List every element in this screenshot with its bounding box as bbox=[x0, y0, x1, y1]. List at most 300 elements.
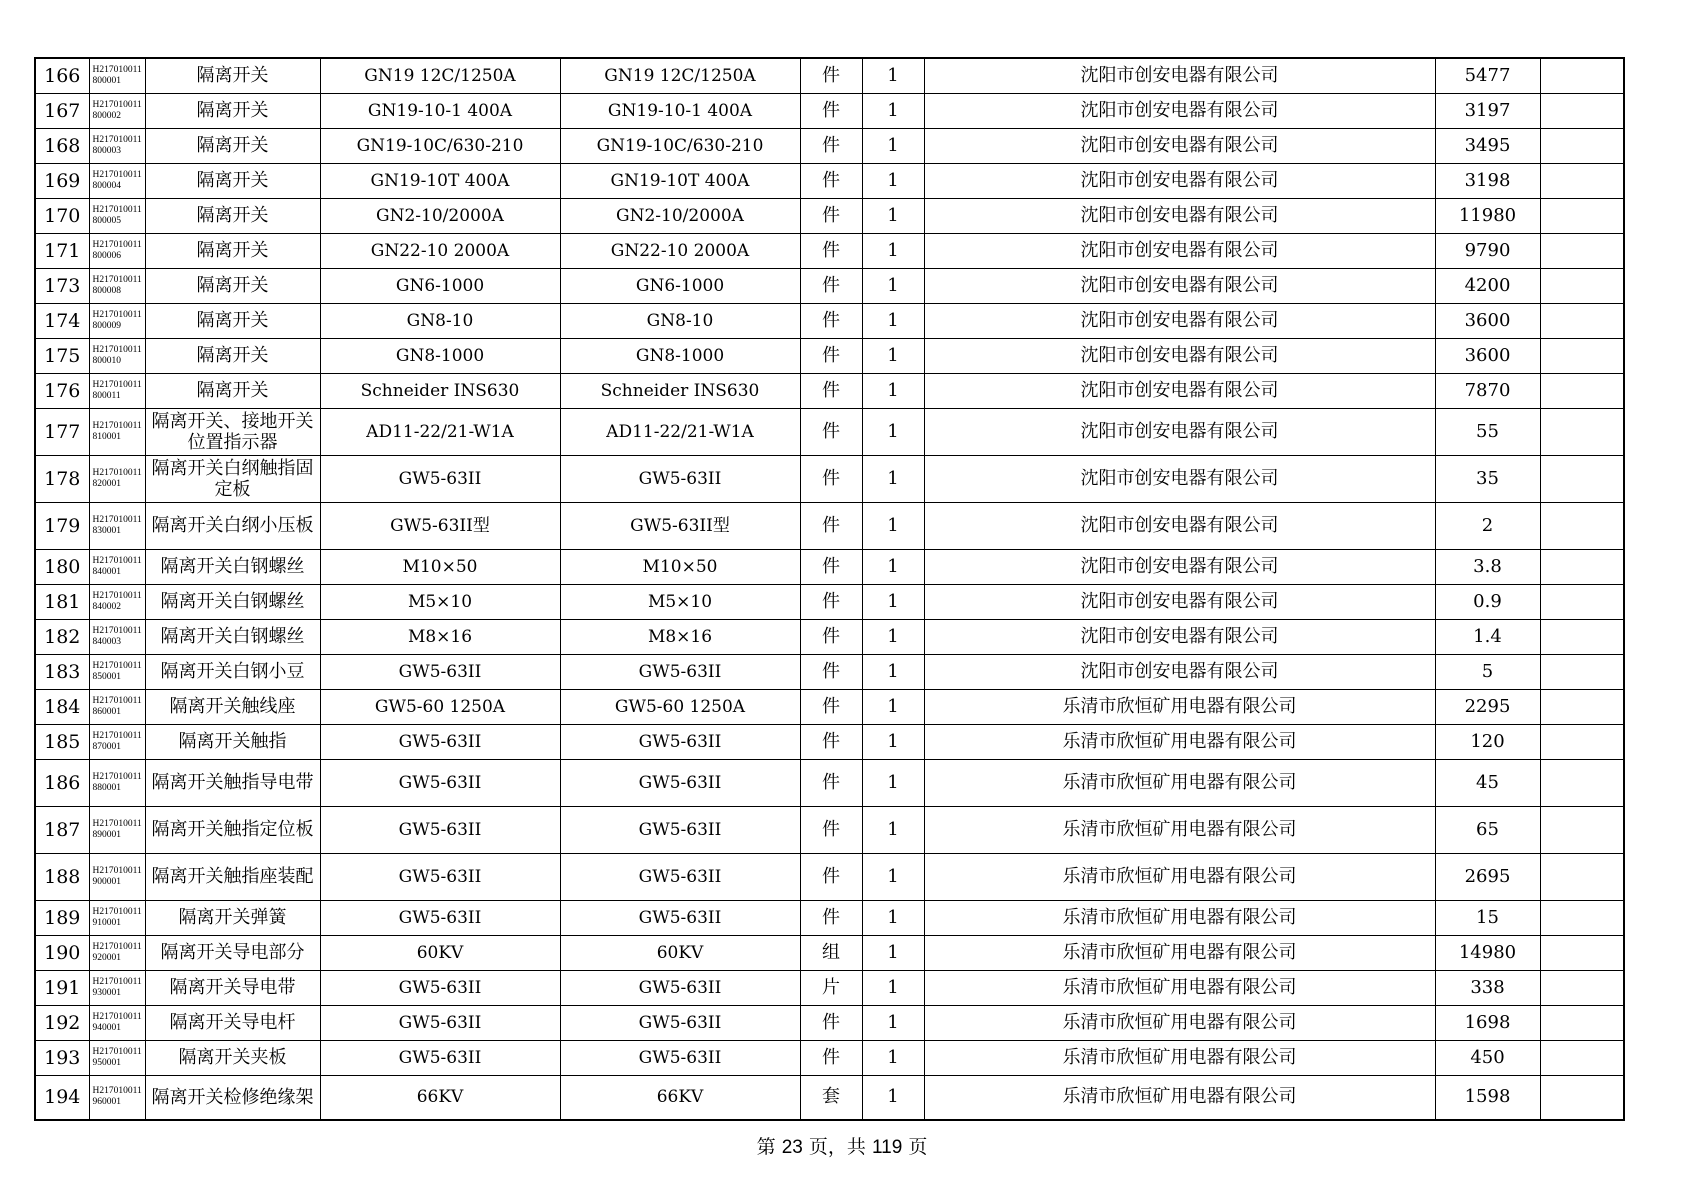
item-name: 隔离开关弹簧 bbox=[145, 900, 320, 935]
item-unit: 件 bbox=[800, 455, 862, 502]
table-row bbox=[35, 93, 1624, 128]
item-unit: 套 bbox=[800, 1075, 862, 1120]
item-unit: 件 bbox=[800, 549, 862, 584]
item-spec: Schneider INS630 bbox=[560, 373, 800, 408]
item-model: GW5-63II bbox=[320, 970, 560, 1005]
item-model: GW5-63II bbox=[320, 900, 560, 935]
item-price: 7870 bbox=[1435, 373, 1540, 408]
item-code: H217010011840001 bbox=[89, 549, 145, 584]
item-quantity: 1 bbox=[862, 549, 924, 584]
item-model: GW5-63II bbox=[320, 654, 560, 689]
item-code: H217010011940001 bbox=[89, 1005, 145, 1040]
item-name: 隔离开关 bbox=[145, 163, 320, 198]
item-spec: M10×50 bbox=[560, 549, 800, 584]
row-number: 186 bbox=[35, 759, 89, 806]
item-remark bbox=[1540, 502, 1624, 549]
item-remark bbox=[1540, 689, 1624, 724]
item-price: 65 bbox=[1435, 806, 1540, 853]
row-number: 183 bbox=[35, 654, 89, 689]
item-price: 2 bbox=[1435, 502, 1540, 549]
item-name: 隔离开关 bbox=[145, 338, 320, 373]
item-price: 55 bbox=[1435, 408, 1540, 455]
item-model: Schneider INS630 bbox=[320, 373, 560, 408]
item-code: H217010011800009 bbox=[89, 303, 145, 338]
item-unit: 件 bbox=[800, 163, 862, 198]
item-supplier: 沈阳市创安电器有限公司 bbox=[924, 549, 1435, 584]
item-remark bbox=[1540, 338, 1624, 373]
item-unit: 件 bbox=[800, 58, 862, 93]
item-remark bbox=[1540, 408, 1624, 455]
item-spec: AD11-22/21-W1A bbox=[560, 408, 800, 455]
item-remark bbox=[1540, 1075, 1624, 1120]
item-unit: 件 bbox=[800, 584, 862, 619]
item-spec: GW5-60 1250A bbox=[560, 689, 800, 724]
row-number: 174 bbox=[35, 303, 89, 338]
row-number: 179 bbox=[35, 502, 89, 549]
table-row bbox=[35, 1040, 1624, 1075]
item-remark bbox=[1540, 93, 1624, 128]
item-remark bbox=[1540, 128, 1624, 163]
item-remark bbox=[1540, 233, 1624, 268]
item-code: H217010011840003 bbox=[89, 619, 145, 654]
item-price: 5477 bbox=[1435, 58, 1540, 93]
item-price: 450 bbox=[1435, 1040, 1540, 1075]
item-quantity: 1 bbox=[862, 1040, 924, 1075]
item-quantity: 1 bbox=[862, 970, 924, 1005]
item-supplier: 沈阳市创安电器有限公司 bbox=[924, 502, 1435, 549]
item-spec: GN6-1000 bbox=[560, 268, 800, 303]
table-row bbox=[35, 853, 1624, 900]
row-number: 177 bbox=[35, 408, 89, 455]
item-quantity: 1 bbox=[862, 935, 924, 970]
item-unit: 件 bbox=[800, 233, 862, 268]
item-code: H217010011910001 bbox=[89, 900, 145, 935]
item-name: 隔离开关 bbox=[145, 128, 320, 163]
item-supplier: 沈阳市创安电器有限公司 bbox=[924, 408, 1435, 455]
item-remark bbox=[1540, 900, 1624, 935]
page-footer bbox=[0, 1132, 1684, 1159]
footer-suffix: 页 bbox=[908, 1136, 928, 1158]
item-price: 120 bbox=[1435, 724, 1540, 759]
item-name: 隔离开关 bbox=[145, 303, 320, 338]
item-spec: GW5-63II bbox=[560, 654, 800, 689]
item-remark bbox=[1540, 58, 1624, 93]
item-name: 隔离开关 bbox=[145, 93, 320, 128]
row-number: 169 bbox=[35, 163, 89, 198]
item-name: 隔离开关 bbox=[145, 268, 320, 303]
item-supplier: 沈阳市创安电器有限公司 bbox=[924, 58, 1435, 93]
item-model: GN19-10-1 400A bbox=[320, 93, 560, 128]
item-unit: 件 bbox=[800, 1005, 862, 1040]
item-name: 隔离开关、接地开关位置指示器 bbox=[145, 408, 320, 455]
item-name: 隔离开关导电部分 bbox=[145, 935, 320, 970]
item-price: 0.9 bbox=[1435, 584, 1540, 619]
page-number: 23 bbox=[781, 1137, 803, 1158]
item-price: 338 bbox=[1435, 970, 1540, 1005]
item-unit: 件 bbox=[800, 303, 862, 338]
table-row bbox=[35, 900, 1624, 935]
row-number: 171 bbox=[35, 233, 89, 268]
row-number: 180 bbox=[35, 549, 89, 584]
item-model: M5×10 bbox=[320, 584, 560, 619]
item-quantity: 1 bbox=[862, 724, 924, 759]
item-quantity: 1 bbox=[862, 233, 924, 268]
item-unit: 件 bbox=[800, 654, 862, 689]
row-number: 185 bbox=[35, 724, 89, 759]
item-price: 14980 bbox=[1435, 935, 1540, 970]
item-price: 5 bbox=[1435, 654, 1540, 689]
table-row bbox=[35, 373, 1624, 408]
row-number: 192 bbox=[35, 1005, 89, 1040]
item-supplier: 沈阳市创安电器有限公司 bbox=[924, 233, 1435, 268]
item-model: GN22-10 2000A bbox=[320, 233, 560, 268]
item-name: 隔离开关 bbox=[145, 58, 320, 93]
item-unit: 件 bbox=[800, 853, 862, 900]
row-number: 193 bbox=[35, 1040, 89, 1075]
item-unit: 片 bbox=[800, 970, 862, 1005]
table-row bbox=[35, 1005, 1624, 1040]
item-supplier: 沈阳市创安电器有限公司 bbox=[924, 338, 1435, 373]
item-code: H217010011800011 bbox=[89, 373, 145, 408]
item-spec: GN19-10-1 400A bbox=[560, 93, 800, 128]
item-name: 隔离开关夹板 bbox=[145, 1040, 320, 1075]
item-spec: 60KV bbox=[560, 935, 800, 970]
item-model: GN8-1000 bbox=[320, 338, 560, 373]
table-row bbox=[35, 689, 1624, 724]
table-row bbox=[35, 303, 1624, 338]
item-spec: GW5-63II bbox=[560, 900, 800, 935]
row-number: 182 bbox=[35, 619, 89, 654]
footer-middle: 页，共 bbox=[808, 1136, 866, 1158]
item-unit: 件 bbox=[800, 900, 862, 935]
row-number: 168 bbox=[35, 128, 89, 163]
item-unit: 组 bbox=[800, 935, 862, 970]
item-remark bbox=[1540, 1005, 1624, 1040]
item-unit: 件 bbox=[800, 338, 862, 373]
table-row bbox=[35, 163, 1624, 198]
item-remark bbox=[1540, 619, 1624, 654]
table-row bbox=[35, 1075, 1624, 1120]
item-price: 3197 bbox=[1435, 93, 1540, 128]
item-code: H217010011800001 bbox=[89, 58, 145, 93]
table-body bbox=[35, 58, 1624, 1120]
item-model: GW5-60 1250A bbox=[320, 689, 560, 724]
item-remark bbox=[1540, 198, 1624, 233]
item-unit: 件 bbox=[800, 198, 862, 233]
item-price: 9790 bbox=[1435, 233, 1540, 268]
item-quantity: 1 bbox=[862, 806, 924, 853]
item-model: 66KV bbox=[320, 1075, 560, 1120]
item-remark bbox=[1540, 163, 1624, 198]
item-name: 隔离开关触指 bbox=[145, 724, 320, 759]
item-quantity: 1 bbox=[862, 654, 924, 689]
item-spec: GN19-10C/630-210 bbox=[560, 128, 800, 163]
item-quantity: 1 bbox=[862, 1075, 924, 1120]
item-code: H217010011880001 bbox=[89, 759, 145, 806]
item-spec: GN19 12C/1250A bbox=[560, 58, 800, 93]
item-price: 45 bbox=[1435, 759, 1540, 806]
item-spec: GN2-10/2000A bbox=[560, 198, 800, 233]
item-unit: 件 bbox=[800, 502, 862, 549]
item-price: 4200 bbox=[1435, 268, 1540, 303]
table-row bbox=[35, 502, 1624, 549]
item-model: GW5-63II bbox=[320, 455, 560, 502]
item-model: GN19-10T 400A bbox=[320, 163, 560, 198]
item-supplier: 沈阳市创安电器有限公司 bbox=[924, 93, 1435, 128]
item-unit: 件 bbox=[800, 619, 862, 654]
item-quantity: 1 bbox=[862, 1005, 924, 1040]
row-number: 173 bbox=[35, 268, 89, 303]
item-code: H217010011900001 bbox=[89, 853, 145, 900]
item-code: H217010011800010 bbox=[89, 338, 145, 373]
item-name: 隔离开关白钢螺丝 bbox=[145, 619, 320, 654]
item-unit: 件 bbox=[800, 689, 862, 724]
item-price: 3495 bbox=[1435, 128, 1540, 163]
item-spec: GN22-10 2000A bbox=[560, 233, 800, 268]
item-remark bbox=[1540, 853, 1624, 900]
item-supplier: 沈阳市创安电器有限公司 bbox=[924, 373, 1435, 408]
item-model: GN19-10C/630-210 bbox=[320, 128, 560, 163]
table-row bbox=[35, 724, 1624, 759]
item-name: 隔离开关导电杆 bbox=[145, 1005, 320, 1040]
item-spec: GW5-63II bbox=[560, 1005, 800, 1040]
item-quantity: 1 bbox=[862, 584, 924, 619]
item-supplier: 沈阳市创安电器有限公司 bbox=[924, 455, 1435, 502]
item-spec: GW5-63II bbox=[560, 806, 800, 853]
item-unit: 件 bbox=[800, 128, 862, 163]
item-supplier: 沈阳市创安电器有限公司 bbox=[924, 198, 1435, 233]
item-quantity: 1 bbox=[862, 58, 924, 93]
item-quantity: 1 bbox=[862, 198, 924, 233]
table-row bbox=[35, 58, 1624, 93]
item-remark bbox=[1540, 373, 1624, 408]
table-row bbox=[35, 408, 1624, 455]
row-number: 190 bbox=[35, 935, 89, 970]
item-code: H217010011890001 bbox=[89, 806, 145, 853]
price-list-table bbox=[34, 57, 1625, 1121]
item-code: H217010011800003 bbox=[89, 128, 145, 163]
item-price: 1698 bbox=[1435, 1005, 1540, 1040]
item-remark bbox=[1540, 970, 1624, 1005]
item-model: GW5-63II bbox=[320, 853, 560, 900]
item-supplier: 沈阳市创安电器有限公司 bbox=[924, 163, 1435, 198]
item-remark bbox=[1540, 268, 1624, 303]
item-unit: 件 bbox=[800, 408, 862, 455]
item-price: 2295 bbox=[1435, 689, 1540, 724]
item-model: GW5-63II bbox=[320, 1040, 560, 1075]
item-model: GN2-10/2000A bbox=[320, 198, 560, 233]
item-remark bbox=[1540, 654, 1624, 689]
item-supplier: 沈阳市创安电器有限公司 bbox=[924, 619, 1435, 654]
item-price: 15 bbox=[1435, 900, 1540, 935]
item-code: H217010011950001 bbox=[89, 1040, 145, 1075]
item-supplier: 沈阳市创安电器有限公司 bbox=[924, 303, 1435, 338]
item-price: 11980 bbox=[1435, 198, 1540, 233]
table-row bbox=[35, 935, 1624, 970]
item-price: 1598 bbox=[1435, 1075, 1540, 1120]
item-code: H217010011840002 bbox=[89, 584, 145, 619]
item-spec: GN8-10 bbox=[560, 303, 800, 338]
item-spec: M5×10 bbox=[560, 584, 800, 619]
item-model: GN8-10 bbox=[320, 303, 560, 338]
item-supplier: 乐清市欣恒矿用电器有限公司 bbox=[924, 900, 1435, 935]
row-number: 166 bbox=[35, 58, 89, 93]
item-quantity: 1 bbox=[862, 408, 924, 455]
table-row bbox=[35, 338, 1624, 373]
item-spec: GW5-63II bbox=[560, 970, 800, 1005]
item-unit: 件 bbox=[800, 759, 862, 806]
item-supplier: 乐清市欣恒矿用电器有限公司 bbox=[924, 935, 1435, 970]
item-spec: GN19-10T 400A bbox=[560, 163, 800, 198]
table-row bbox=[35, 759, 1624, 806]
row-number: 194 bbox=[35, 1075, 89, 1120]
item-code: H217010011850001 bbox=[89, 654, 145, 689]
item-quantity: 1 bbox=[862, 900, 924, 935]
item-code: H217010011960001 bbox=[89, 1075, 145, 1120]
item-price: 3600 bbox=[1435, 303, 1540, 338]
item-code: H217010011800002 bbox=[89, 93, 145, 128]
row-number: 170 bbox=[35, 198, 89, 233]
item-supplier: 乐清市欣恒矿用电器有限公司 bbox=[924, 970, 1435, 1005]
item-quantity: 1 bbox=[862, 455, 924, 502]
item-price: 3198 bbox=[1435, 163, 1540, 198]
row-number: 176 bbox=[35, 373, 89, 408]
item-remark bbox=[1540, 584, 1624, 619]
row-number: 187 bbox=[35, 806, 89, 853]
item-remark bbox=[1540, 1040, 1624, 1075]
table-row bbox=[35, 128, 1624, 163]
item-price: 3.8 bbox=[1435, 549, 1540, 584]
item-spec: GW5-63II bbox=[560, 853, 800, 900]
item-quantity: 1 bbox=[862, 373, 924, 408]
item-model: GW5-63II bbox=[320, 1005, 560, 1040]
table-row bbox=[35, 233, 1624, 268]
item-quantity: 1 bbox=[862, 619, 924, 654]
item-quantity: 1 bbox=[862, 759, 924, 806]
item-spec: GW5-63II bbox=[560, 724, 800, 759]
item-remark bbox=[1540, 935, 1624, 970]
item-code: H217010011930001 bbox=[89, 970, 145, 1005]
item-name: 隔离开关 bbox=[145, 233, 320, 268]
item-price: 3600 bbox=[1435, 338, 1540, 373]
item-spec: GW5-63II bbox=[560, 1040, 800, 1075]
row-number: 189 bbox=[35, 900, 89, 935]
item-spec: GW5-63II bbox=[560, 759, 800, 806]
item-supplier: 沈阳市创安电器有限公司 bbox=[924, 654, 1435, 689]
item-remark bbox=[1540, 759, 1624, 806]
item-price: 1.4 bbox=[1435, 619, 1540, 654]
item-name: 隔离开关导电带 bbox=[145, 970, 320, 1005]
item-model: M10×50 bbox=[320, 549, 560, 584]
item-name: 隔离开关触指座装配 bbox=[145, 853, 320, 900]
table-row bbox=[35, 549, 1624, 584]
item-model: GW5-63II bbox=[320, 759, 560, 806]
item-quantity: 1 bbox=[862, 93, 924, 128]
row-number: 167 bbox=[35, 93, 89, 128]
item-supplier: 乐清市欣恒矿用电器有限公司 bbox=[924, 1075, 1435, 1120]
item-remark bbox=[1540, 806, 1624, 853]
item-spec: GW5-63II型 bbox=[560, 502, 800, 549]
item-code: H217010011830001 bbox=[89, 502, 145, 549]
item-spec: GW5-63II bbox=[560, 455, 800, 502]
item-quantity: 1 bbox=[862, 853, 924, 900]
item-name: 隔离开关 bbox=[145, 198, 320, 233]
item-name: 隔离开关检修绝缘架 bbox=[145, 1075, 320, 1120]
item-quantity: 1 bbox=[862, 268, 924, 303]
item-spec: 66KV bbox=[560, 1075, 800, 1120]
row-number: 184 bbox=[35, 689, 89, 724]
item-model: GW5-63II型 bbox=[320, 502, 560, 549]
item-model: GW5-63II bbox=[320, 806, 560, 853]
table-row bbox=[35, 268, 1624, 303]
item-quantity: 1 bbox=[862, 689, 924, 724]
item-name: 隔离开关白纲小压板 bbox=[145, 502, 320, 549]
table-row bbox=[35, 806, 1624, 853]
item-name: 隔离开关白钢小豆 bbox=[145, 654, 320, 689]
table-row bbox=[35, 654, 1624, 689]
item-code: H217010011800006 bbox=[89, 233, 145, 268]
item-supplier: 沈阳市创安电器有限公司 bbox=[924, 268, 1435, 303]
item-code: H217010011810001 bbox=[89, 408, 145, 455]
item-supplier: 乐清市欣恒矿用电器有限公司 bbox=[924, 806, 1435, 853]
item-name: 隔离开关触指定位板 bbox=[145, 806, 320, 853]
item-model: M8×16 bbox=[320, 619, 560, 654]
item-supplier: 沈阳市创安电器有限公司 bbox=[924, 128, 1435, 163]
footer-prefix: 第 bbox=[756, 1136, 776, 1158]
item-unit: 件 bbox=[800, 724, 862, 759]
item-supplier: 沈阳市创安电器有限公司 bbox=[924, 584, 1435, 619]
item-quantity: 1 bbox=[862, 303, 924, 338]
item-remark bbox=[1540, 549, 1624, 584]
item-unit: 件 bbox=[800, 93, 862, 128]
item-unit: 件 bbox=[800, 1040, 862, 1075]
item-code: H217010011920001 bbox=[89, 935, 145, 970]
item-code: H217010011870001 bbox=[89, 724, 145, 759]
item-name: 隔离开关触线座 bbox=[145, 689, 320, 724]
item-model: GN19 12C/1250A bbox=[320, 58, 560, 93]
item-name: 隔离开关触指导电带 bbox=[145, 759, 320, 806]
item-name: 隔离开关白钢螺丝 bbox=[145, 549, 320, 584]
item-code: H217010011800008 bbox=[89, 268, 145, 303]
item-supplier: 乐清市欣恒矿用电器有限公司 bbox=[924, 1040, 1435, 1075]
table-row bbox=[35, 619, 1624, 654]
item-quantity: 1 bbox=[862, 163, 924, 198]
item-code: H217010011860001 bbox=[89, 689, 145, 724]
item-supplier: 乐清市欣恒矿用电器有限公司 bbox=[924, 853, 1435, 900]
item-name: 隔离开关白钢螺丝 bbox=[145, 584, 320, 619]
row-number: 188 bbox=[35, 853, 89, 900]
item-code: H217010011800005 bbox=[89, 198, 145, 233]
row-number: 191 bbox=[35, 970, 89, 1005]
item-remark bbox=[1540, 724, 1624, 759]
item-code: H217010011800004 bbox=[89, 163, 145, 198]
item-unit: 件 bbox=[800, 373, 862, 408]
table-row bbox=[35, 970, 1624, 1005]
item-price: 35 bbox=[1435, 455, 1540, 502]
item-unit: 件 bbox=[800, 268, 862, 303]
page-total: 119 bbox=[871, 1137, 903, 1158]
row-number: 181 bbox=[35, 584, 89, 619]
item-name: 隔离开关白纲触指固定板 bbox=[145, 455, 320, 502]
item-supplier: 乐清市欣恒矿用电器有限公司 bbox=[924, 759, 1435, 806]
item-supplier: 乐清市欣恒矿用电器有限公司 bbox=[924, 724, 1435, 759]
item-spec: M8×16 bbox=[560, 619, 800, 654]
table-row bbox=[35, 455, 1624, 502]
item-model: AD11-22/21-W1A bbox=[320, 408, 560, 455]
item-code: H217010011820001 bbox=[89, 455, 145, 502]
item-model: GN6-1000 bbox=[320, 268, 560, 303]
item-supplier: 乐清市欣恒矿用电器有限公司 bbox=[924, 689, 1435, 724]
